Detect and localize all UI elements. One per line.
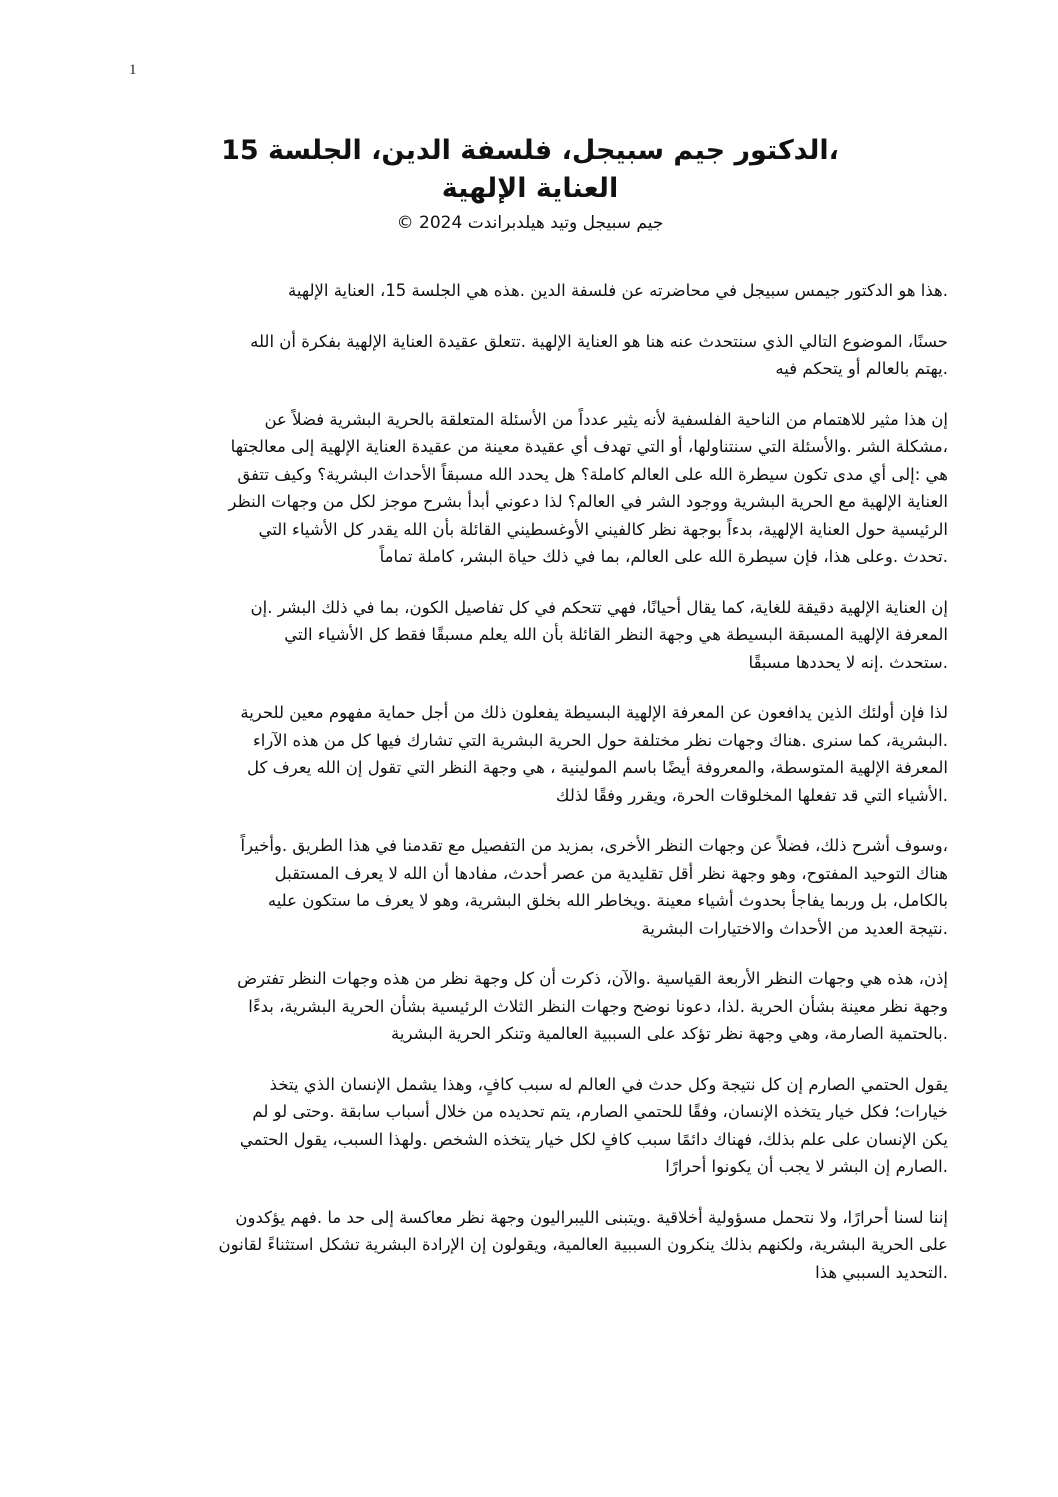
- text-line: [133, 754, 948, 782]
- text-line: [133, 355, 948, 383]
- text-line: [133, 782, 948, 810]
- text-line: [133, 1259, 948, 1287]
- text-line: [133, 328, 948, 356]
- text-line-content: إن هذا مثير للاهتمام من الناحية الفلسفية لأنه يثير عدداً من الأسئلة المتعلقة بالحرية البشرية فضلاً عن: [264, 409, 948, 429]
- document-title-line-2: العناية الإلهية: [441, 173, 619, 204]
- paragraph: [133, 277, 948, 305]
- text-line-content: .التحديد السببي هذا: [815, 1262, 948, 1282]
- text-line: [133, 543, 948, 571]
- text-line-content: المعرفة الإلهية المتوسطة، والمعروفة أيضًا باسم المولينية ، هي وجهة النظر التي تقول إن الله يعرف كل: [247, 758, 948, 777]
- text-line: [133, 594, 948, 622]
- text-line: [133, 1071, 948, 1099]
- text-line: [133, 860, 948, 888]
- text-line-content: لذا فإن أولئك الذين يدافعون عن المعرفة الإلهية البسيطة يفعلون ذلك من أجل حماية مفهوم معين للحرية: [240, 703, 948, 722]
- text-line: [133, 433, 948, 461]
- text-line: [133, 1098, 948, 1126]
- text-line-content: .نتيجة العديد من الأحداث والاختيارات البشرية: [641, 918, 948, 938]
- text-line-content: بالكامل، بل وربما يفاجأ بحدوث أشياء معينة .ويخاطر الله بخلق البشرية، وهو لا يعرف ما ستكون عليه: [267, 891, 948, 910]
- text-line-content: خيارات؛ فكل خيار يتخذه الإنسان، وفقًا للحتمي الصارم، يتم تحديده من خلال أسباب سابقة .وحتى لو لم: [252, 1102, 948, 1121]
- text-line: [133, 461, 948, 489]
- text-line-content: .ستحدث .إنه لا يحددها مسبقًا: [748, 652, 948, 672]
- paragraph: [133, 594, 948, 677]
- text-line: [133, 1204, 948, 1232]
- document-header: [100, 132, 960, 236]
- paragraph: [133, 406, 948, 571]
- text-line: [133, 887, 948, 915]
- text-line-content: .الصارم إن البشر لا يجب أن يكونوا أحرارًا: [665, 1157, 948, 1176]
- document-body: [133, 277, 948, 1309]
- text-line-content: ،وسوف أشرح ذلك، فضلاً عن وجهات النظر الأخرى، بمزيد من التفصيل مع تقدمنا في هذا الطريق .وأخيراً: [240, 836, 948, 855]
- page-number: 1: [129, 62, 137, 78]
- text-line: [133, 621, 948, 649]
- copyright-line: جيم سبيجل وتيد هيلدبراندت 2024 ©: [396, 213, 664, 233]
- text-line-content: حسنًا، الموضوع التالي الذي سنتحدث عنه هنا هو العناية الإلهية .تتعلق عقيدة العناية الإلهية بفكرة أن الله: [250, 331, 948, 351]
- text-line: [133, 727, 948, 755]
- text-line-content: .هذا هو الدكتور جيمس سبيجل في محاضرته عن فلسفة الدين .هذه هي الجلسة 15، العناية الإلهية: [288, 281, 948, 300]
- paragraph: [133, 328, 948, 383]
- text-line-content: .تحدث .وعلى هذا، فإن سيطرة الله على العالم، بما في ذلك حياة البشر، كاملة تماماً: [379, 547, 948, 566]
- paragraph: [133, 1204, 948, 1287]
- text-line: [133, 1126, 948, 1154]
- text-line-content: العناية الإلهية مع الحرية البشرية ووجود الشر في العالم؟ لذا دعوني أبدأ بشرح موجز لكل من وجهات النظر: [228, 492, 948, 511]
- text-line: [133, 699, 948, 727]
- text-line-content: إننا لسنا أحرارًا، ولا نتحمل مسؤولية أخلاقية .ويتبنى الليبراليون وجهة نظر معاكسة إلى حد ما .فهم يؤكدون: [235, 1207, 948, 1227]
- text-line-content: المعرفة الإلهية المسبقة البسيطة هي وجهة النظر القائلة بأن الله يعلم مسبقًا فقط كل الأشياء التي: [284, 625, 948, 644]
- text-line: [133, 488, 948, 516]
- text-line: [133, 649, 948, 677]
- text-line: [133, 277, 948, 305]
- text-line-content: يكن الإنسان على علم بذلك، فهناك دائمًا سبب كافٍ لكل خيار يتخذه الشخص .ولهذا السبب، يقول الحتمي: [239, 1129, 948, 1149]
- text-line-content: ،مشكلة الشر .والأسئلة التي سنتناولها، أو التي تهدف أي عقيدة معينة من عقيدة العناية الإلهية إلى معالجتها: [230, 437, 948, 456]
- text-line: [133, 832, 948, 860]
- text-line: [133, 1153, 948, 1181]
- text-line: [133, 993, 948, 1021]
- text-line-content: إذن، هذه هي وجهات النظر الأربعة القياسية .والآن، ذكرت أن كل وجهة نظر من هذه وجهات النظر تفترض: [237, 969, 948, 988]
- text-line-content: .الأشياء التي قد تفعلها المخلوقات الحرة، ويقرر وفقًا لذلك: [555, 785, 948, 805]
- document-title-line-1: ،الدكتور جيم سبيجل، فلسفة الدين، الجلسة 15: [221, 135, 839, 166]
- text-line: [133, 1231, 948, 1259]
- paragraph: [133, 1071, 948, 1181]
- text-line-content: الرئيسية حول العناية الإلهية، بدءاً بوجهة نظر كالفيني الأوغسطيني القائلة بأن الله يقدر كل الأشياء التي: [258, 519, 948, 539]
- text-line: [133, 915, 948, 943]
- text-line-content: وجهة نظر معينة بشأن الحرية .لذا، دعونا نوضح وجهات النظر الثلاث الرئيسية بشأن الحرية البشرية، بدءًا: [248, 996, 948, 1016]
- text-line: [133, 965, 948, 993]
- text-line-content: إن العناية الإلهية دقيقة للغاية، كما يقال أحيانًا، فهي تتحكم في كل تفاصيل الكون، بما في ذلك البشر .إن: [250, 597, 948, 617]
- text-line: [133, 516, 948, 544]
- paragraph: [133, 965, 948, 1048]
- text-line: [133, 406, 948, 434]
- text-line-content: .يهتم بالعالم أو يتحكم فيه: [775, 359, 948, 378]
- paragraph: [133, 699, 948, 809]
- text-line-content: يقول الحتمي الصارم إن كل نتيجة وكل حدث في العالم له سبب كافٍ، وهذا يشمل الإنسان الذي يتخذ: [269, 1074, 948, 1094]
- text-line: [133, 1020, 948, 1048]
- text-line-content: هناك التوحيد المفتوح، وهو وجهة نظر أقل تقليدية من عصر أحدث، مفادها أن الله لا يعرف المستقبل: [274, 863, 948, 883]
- text-line-content: هي :إلى أي مدى تكون سيطرة الله على العالم كاملة؟ هل يحدد الله مسبقاً الأحداث البشرية؟ وكيف تتفق: [237, 464, 948, 484]
- text-line-content: .البشرية، كما سنرى .هناك وجهات نظر مختلفة حول الحرية البشرية التي تشارك فيها كل من هذه الآراء: [252, 730, 948, 750]
- text-line-content: .بالحتمية الصارمة، وهي وجهة نظر تؤكد على السببية العالمية وتنكر الحرية البشرية: [391, 1024, 948, 1043]
- text-line-content: على الحرية البشرية، ولكنهم بذلك ينكرون السببية العالمية، ويقولون إن الإرادة البشرية تشكل استثناءً لقانون: [218, 1235, 948, 1254]
- paragraph: [133, 832, 948, 942]
